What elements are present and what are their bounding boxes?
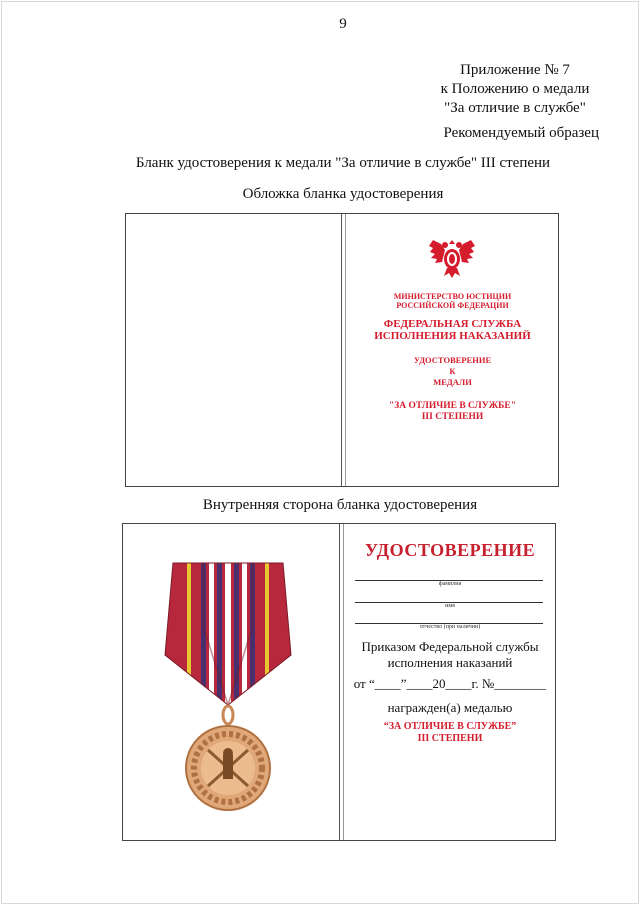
order-date-number: от “____”____20____г. №________	[353, 676, 547, 691]
cover-fold-line	[341, 214, 342, 486]
cover-blank	[125, 213, 559, 487]
blank-title: Бланк удостоверения к медали "За отличие в службе" III степени	[135, 155, 551, 171]
page-number: 9	[339, 16, 347, 32]
surname-caption: фамилия	[438, 581, 462, 587]
cover-ministry	[347, 292, 558, 310]
cover-cert-line-1: УДОСТОВЕРЕНИЕ	[413, 355, 492, 365]
inner-certificate-title: УДОСТОВЕРЕНИЕ	[364, 540, 536, 560]
cover-medal-line-2: III СТЕПЕНИ	[421, 412, 484, 422]
inner-medal-line-1: “ЗА ОТЛИЧИЕ В СЛУЖБЕ”	[383, 721, 517, 732]
inner-medal-name	[345, 721, 555, 745]
cover-ministry-line-1: МИНИСТЕРСТВО ЮСТИЦИИ	[393, 292, 512, 301]
medal-icon	[163, 555, 293, 813]
inner-medal-line-2: III СТЕПЕНИ	[417, 733, 483, 744]
cover-service-line-1: ФЕДЕРАЛЬНАЯ СЛУЖБА	[383, 318, 522, 330]
cover-fold-line-inner	[345, 214, 346, 486]
cover-service-line-2: ИСПОЛНЕНИЯ НАКАЗАНИЙ	[374, 330, 531, 342]
inner-blank	[122, 523, 556, 841]
sample-label: Рекомендуемый образец	[443, 125, 599, 141]
appendix-line-2: к Положению о медали	[440, 81, 590, 97]
cover-cert-line-2: К	[449, 366, 456, 376]
inner-fold-line-inner	[343, 524, 344, 840]
appendix-line-1: Приложение № 7	[460, 62, 570, 78]
cover-medal-name	[347, 401, 558, 423]
cover-front	[347, 214, 558, 486]
patronymic-caption: отчество (при наличии)	[419, 624, 481, 630]
double-headed-eagle-icon	[427, 236, 477, 280]
inner-fold-line	[339, 524, 340, 840]
cover-cert-line-3: МЕДАЛИ	[433, 377, 472, 387]
cover-title: Обложка бланка удостоверения	[242, 186, 444, 202]
cover-ministry-line-2: РОССИЙСКОЙ ФЕДЕРАЦИИ	[396, 301, 509, 310]
appendix-header	[430, 61, 600, 118]
cover-certificate-label	[347, 355, 558, 388]
order-line-1: Приказом Федеральной службы	[361, 639, 539, 654]
order-line-2: исполнения наказаний	[387, 655, 513, 670]
inner-right-page	[345, 524, 555, 840]
order-text	[345, 639, 555, 671]
awarded-text: награжден(а) медалью	[387, 700, 513, 715]
appendix-line-3: "За отличие в службе"	[444, 100, 586, 116]
cover-medal-line-1: "ЗА ОТЛИЧИЕ В СЛУЖБЕ"	[389, 401, 516, 411]
cover-service	[347, 318, 558, 342]
name-caption: имя	[445, 603, 455, 609]
inner-title: Внутренняя сторона бланка удостоверения	[202, 497, 478, 513]
